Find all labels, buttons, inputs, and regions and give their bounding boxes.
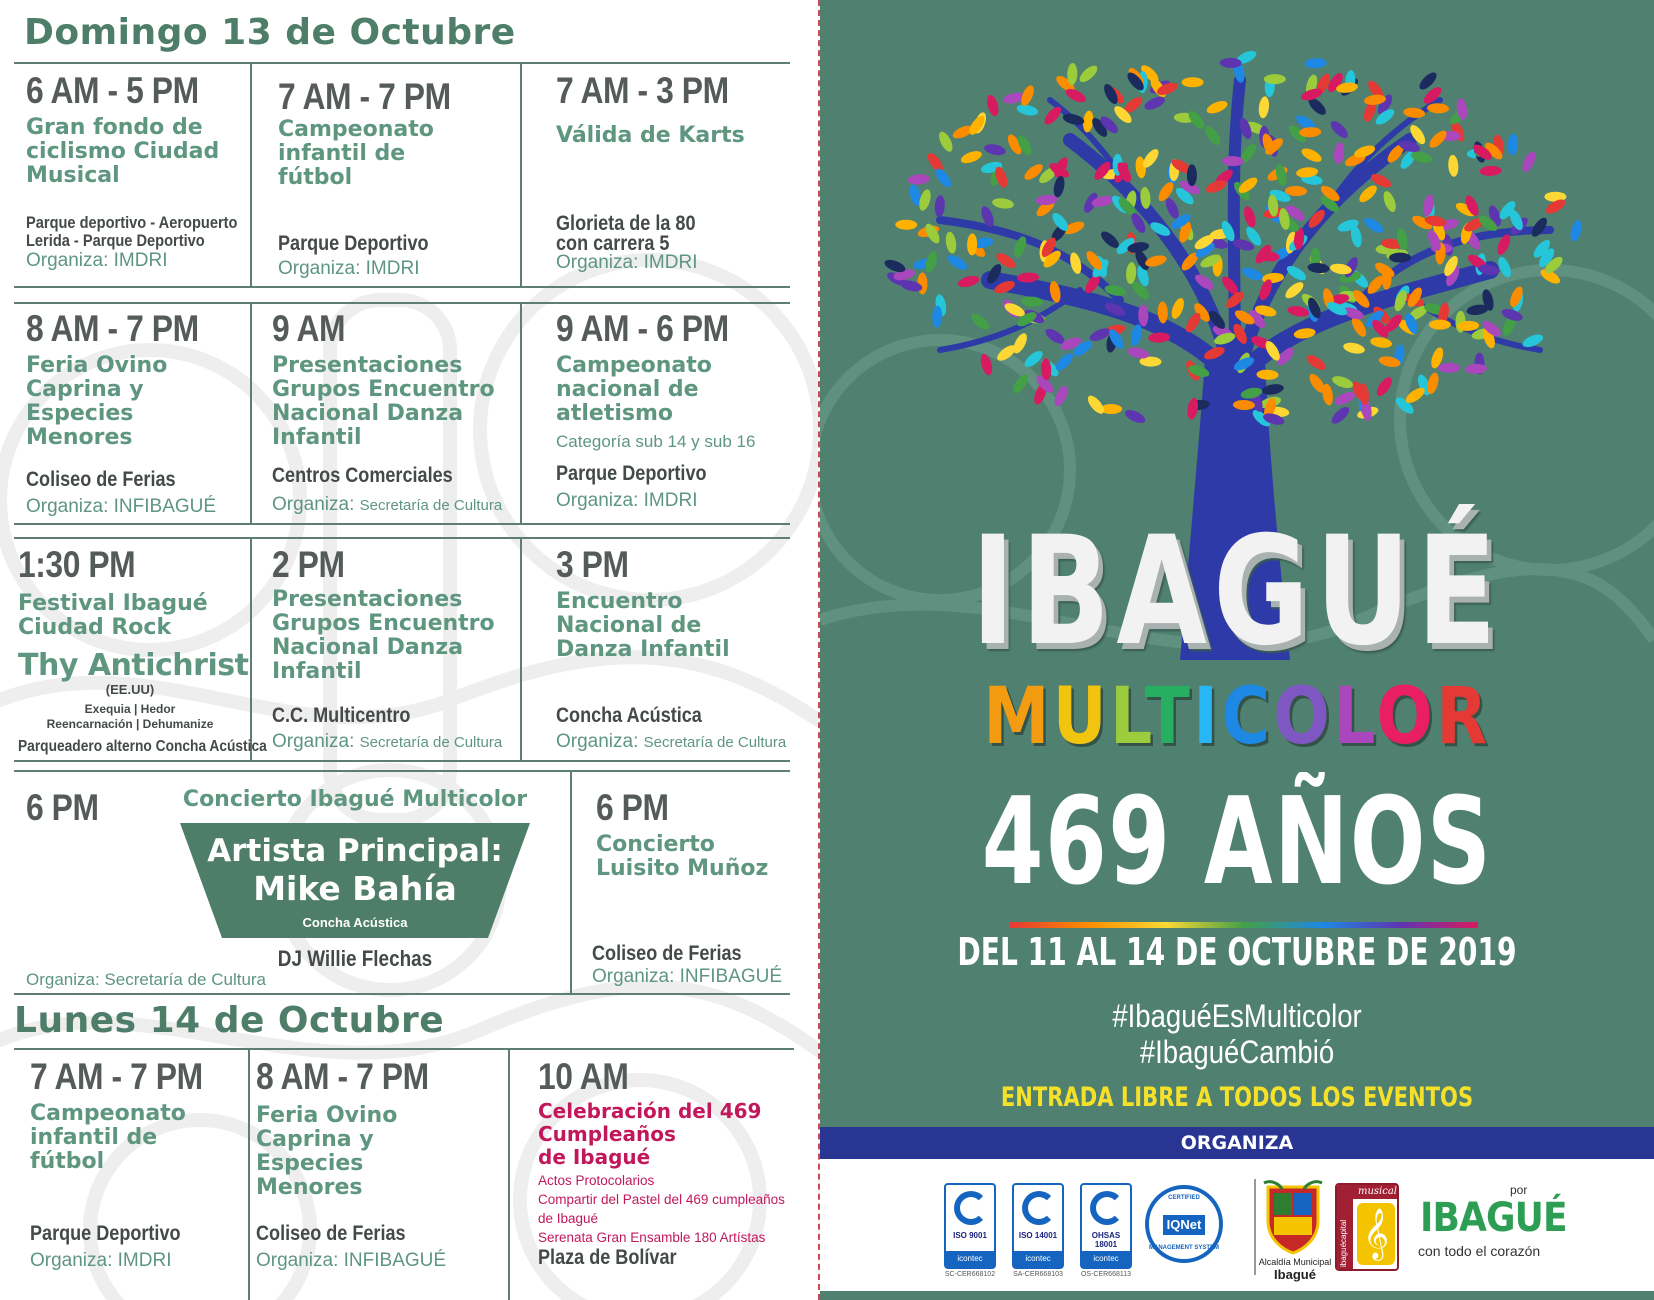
leaf bbox=[1374, 375, 1395, 399]
leaf bbox=[1520, 150, 1538, 174]
event-cell bbox=[556, 544, 730, 662]
leaf bbox=[983, 143, 1007, 157]
event-time: 8 AM - 7 PM bbox=[256, 1056, 429, 1097]
concert-venue: Concha Acústica bbox=[302, 915, 408, 930]
event-title: Gran fondo de ciclismo Ciudad Musical bbox=[26, 115, 220, 188]
event-place: Plaza de Bolívar bbox=[538, 1246, 677, 1269]
event-place: Parque deportivo - Aeropuerto Lerida - Parque Deportivo bbox=[26, 213, 238, 250]
event-organizer: Organiza: IMDRI bbox=[30, 1250, 172, 1271]
event-organizer: Organiza: IMDRI bbox=[278, 258, 420, 279]
event-cell bbox=[272, 544, 495, 684]
icontec-icon bbox=[954, 1191, 988, 1225]
festival-dates: DEL 11 AL 14 DE OCTUBRE DE 2019 bbox=[957, 930, 1517, 974]
leaf bbox=[1052, 175, 1066, 199]
event-title: Presentaciones Grupos Encuentro Nacional Danza Infantil bbox=[272, 353, 495, 450]
bottom-bar bbox=[820, 1291, 1654, 1300]
leaf bbox=[1287, 304, 1311, 318]
hashtag: #IbaguéCambió bbox=[1139, 1034, 1335, 1070]
event-time: 6 PM bbox=[26, 787, 99, 828]
leaf bbox=[1240, 265, 1264, 283]
event-place: Parqueadero alterno Concha Acústica bbox=[18, 738, 267, 755]
event-time: 6 PM bbox=[596, 787, 669, 828]
leaf bbox=[1016, 103, 1040, 118]
icontec-logo: OHSAS 18001 icontec bbox=[1080, 1183, 1132, 1269]
divider bbox=[14, 993, 790, 995]
event-title: Campeonato nacional de atletismo bbox=[556, 353, 712, 426]
event-cell bbox=[272, 308, 495, 450]
leaf bbox=[1205, 98, 1229, 116]
leaf bbox=[907, 173, 930, 185]
event-time: 3 PM bbox=[556, 544, 629, 585]
event-cell bbox=[18, 544, 208, 640]
event-place: Coliseo de Ferias bbox=[256, 1222, 406, 1245]
event-title: Feria Ovino Caprina y Especies Menores bbox=[256, 1103, 398, 1200]
event-organizer: Organiza: IMDRI bbox=[556, 490, 698, 511]
divider bbox=[14, 537, 790, 539]
leaf bbox=[1389, 253, 1411, 263]
leaf bbox=[1448, 154, 1460, 177]
divider bbox=[520, 537, 522, 760]
leaf bbox=[1329, 404, 1352, 426]
sponsor-logos: ISO 9001 icontec SC-CER668102 ISO 14001 icontec SA-CER668103 OHSAS 18001 icontec OS-CER668113 CERTIFIED IQNet MANAGEMENT SYSTEM Alcaldía Municipal Ibagué musical ibaguécapital 𝄞 por IBAGUÉ con todo el corazón bbox=[820, 1159, 1654, 1300]
leaf bbox=[1123, 407, 1147, 425]
free-entry-notice: ENTRADA LIBRE A TODOS LOS EVENTOS bbox=[1000, 1082, 1474, 1113]
leaf bbox=[1202, 124, 1223, 148]
event-time: 8 AM - 7 PM bbox=[26, 308, 199, 349]
event-time: 2 PM bbox=[272, 544, 345, 585]
event-time: 10 AM bbox=[538, 1056, 629, 1097]
leaf bbox=[1369, 336, 1392, 349]
leaf bbox=[1035, 194, 1058, 206]
leaf bbox=[936, 130, 955, 154]
divider bbox=[14, 770, 790, 772]
divider bbox=[14, 760, 790, 762]
leaf bbox=[1085, 393, 1107, 416]
leaf bbox=[1242, 205, 1258, 229]
leaf bbox=[1274, 163, 1288, 187]
leaf bbox=[957, 274, 981, 289]
divider bbox=[14, 302, 790, 304]
event-title: Válida de Karts bbox=[556, 123, 745, 148]
leaf bbox=[985, 94, 1001, 118]
anniversary-years: 469 AÑOS bbox=[981, 773, 1493, 912]
event-title: Festival Ibagué Ciudad Rock bbox=[18, 591, 208, 640]
poster-title: IBAGUÉ bbox=[971, 505, 1503, 679]
icontec-icon bbox=[1022, 1191, 1056, 1225]
event-organizer: Organiza: IMDRI bbox=[556, 252, 698, 273]
event-title: Celebración del 469 Cumpleaños de Ibagué bbox=[538, 1099, 762, 1169]
leaf bbox=[1429, 320, 1451, 330]
leaf bbox=[1438, 363, 1460, 373]
divider bbox=[14, 62, 790, 64]
divider bbox=[14, 523, 790, 525]
leaf bbox=[946, 252, 970, 272]
divider bbox=[14, 286, 790, 288]
iqnet-logo: CERTIFIED IQNet MANAGEMENT SYSTEM bbox=[1145, 1185, 1223, 1263]
event-organizer: Organiza: Secretaría de Cultura bbox=[26, 970, 267, 989]
event-title: Campeonato infantil de fútbol bbox=[278, 117, 434, 190]
event-organizer: Organiza: INFIBAGUÉ bbox=[592, 966, 783, 987]
event-place: Concha Acústica bbox=[556, 704, 702, 727]
leaf bbox=[1264, 74, 1286, 84]
capital-musical-logo: musical ibaguécapital 𝄞 bbox=[1335, 1183, 1399, 1271]
event-place: Coliseo de Ferias bbox=[592, 942, 742, 965]
leaf bbox=[1187, 164, 1197, 186]
event-time: 7 AM - 7 PM bbox=[30, 1056, 203, 1097]
artist-name: Mike Bahía bbox=[253, 869, 457, 908]
day-title-domingo: Domingo 13 de Octubre bbox=[24, 12, 516, 53]
event-time: 7 AM - 3 PM bbox=[556, 70, 729, 111]
event-cell bbox=[26, 70, 227, 188]
event-organizer: Organiza: INFIBAGUÉ bbox=[26, 496, 217, 517]
leaf bbox=[1258, 96, 1271, 119]
event-organizer: Organiza: Secretaría de Cultura bbox=[556, 731, 787, 752]
leaf bbox=[1169, 296, 1186, 320]
leaf bbox=[944, 231, 957, 254]
leaf bbox=[1304, 352, 1328, 373]
leaf bbox=[1342, 341, 1366, 355]
poster-panel bbox=[820, 0, 1654, 1300]
divider bbox=[508, 1048, 510, 1300]
event-cell bbox=[556, 70, 757, 148]
event-title: Presentaciones Grupos Encuentro Nacional Danza Infantil bbox=[272, 587, 495, 684]
event-organizer: Organiza: Secretaría de Cultura bbox=[272, 731, 503, 752]
leaf bbox=[1077, 63, 1100, 85]
divider bbox=[14, 1048, 794, 1050]
leaf bbox=[959, 149, 983, 166]
leaf bbox=[1333, 389, 1357, 407]
rainbow-divider bbox=[1010, 922, 1478, 928]
concert-title: Concierto Ibagué Multicolor bbox=[182, 787, 528, 812]
event-title: Campeonato infantil de fútbol bbox=[30, 1101, 186, 1174]
event-cell bbox=[556, 308, 757, 452]
divider bbox=[570, 770, 572, 993]
event-time: 1:30 PM bbox=[18, 544, 136, 585]
por-ibague-logo: IBAGUÉ bbox=[1420, 1195, 1567, 1241]
leaf bbox=[1331, 374, 1355, 391]
leaf bbox=[1568, 219, 1583, 243]
event-organizer: Organiza: INFIBAGUÉ bbox=[256, 1250, 447, 1271]
leaf bbox=[1362, 215, 1386, 235]
headliner-name: Thy Antichrist bbox=[18, 648, 249, 683]
event-title: Feria Ovino Caprina y Especies Menores bbox=[26, 353, 168, 450]
event-cell bbox=[596, 787, 768, 881]
dj-name: DJ Willie Flechas bbox=[277, 946, 433, 971]
leaf bbox=[1305, 58, 1327, 69]
leaf bbox=[934, 195, 946, 218]
event-time: 9 AM - 6 PM bbox=[556, 308, 729, 349]
headliner-country: (EE.UU) bbox=[105, 682, 155, 697]
event-cell bbox=[256, 1056, 457, 1200]
divider bbox=[520, 302, 522, 523]
treble-clef-icon: 𝄞 bbox=[1357, 1203, 1395, 1265]
leaf bbox=[991, 197, 1014, 210]
leaf bbox=[1507, 133, 1518, 155]
divider bbox=[520, 62, 522, 286]
leaf bbox=[968, 311, 991, 333]
divider bbox=[250, 537, 252, 760]
event-organizer: Organiza: Secretaría de Cultura bbox=[272, 494, 503, 515]
leaf bbox=[1125, 262, 1137, 285]
icontec-logo: ISO 14001 icontec bbox=[1012, 1183, 1064, 1269]
icontec-icon bbox=[1090, 1191, 1124, 1225]
event-cell bbox=[26, 308, 227, 450]
leaf bbox=[1479, 165, 1501, 176]
event-organizer: Organiza: IMDRI bbox=[26, 250, 168, 271]
divider bbox=[250, 302, 252, 523]
event-place: Parque Deportivo bbox=[30, 1222, 181, 1245]
organiza-bar: ORGANIZA bbox=[820, 1127, 1654, 1159]
event-place: Coliseo de Ferias bbox=[26, 468, 176, 491]
event-place: Parque Deportivo bbox=[556, 462, 707, 485]
event-place: Centros Comerciales bbox=[272, 464, 453, 487]
event-place: Glorieta de la 80 con carrera 5 bbox=[556, 212, 696, 255]
leaf bbox=[1163, 196, 1181, 220]
event-details: Actos Protocolarios Compartir del Pastel del 469 cumpleaños de Ibagué Serenata Gran Ensamble 180 Artístas bbox=[538, 1173, 785, 1245]
schedule-panel bbox=[0, 0, 818, 1300]
artist-label: Artista Principal: bbox=[207, 833, 503, 869]
divider bbox=[248, 1048, 250, 1300]
event-time: 6 AM - 5 PM bbox=[26, 70, 199, 111]
event-note: Categoría sub 14 y sub 16 bbox=[556, 432, 756, 451]
leaf bbox=[1300, 146, 1324, 165]
day-title-lunes: Lunes 14 de Octubre bbox=[14, 1000, 445, 1041]
leaf bbox=[1333, 142, 1345, 165]
event-cell bbox=[278, 76, 479, 190]
supporting-bands: Exequia | Hedor Reencarnación | Dehumanize bbox=[46, 702, 214, 731]
event-title: Concierto Luisito Muñoz bbox=[596, 832, 769, 881]
event-cell bbox=[30, 1056, 231, 1174]
icontec-logo: ISO 9001 icontec bbox=[944, 1183, 996, 1269]
leaf bbox=[1182, 77, 1204, 87]
leaf bbox=[1328, 118, 1351, 141]
event-place: Parque Deportivo bbox=[278, 232, 429, 255]
event-cell bbox=[538, 1056, 785, 1247]
leaf bbox=[895, 220, 917, 230]
divider bbox=[250, 62, 252, 286]
coat-of-arms-icon bbox=[1260, 1179, 1326, 1255]
event-place: C.C. Multicentro bbox=[272, 704, 411, 727]
event-title: Encuentro Nacional de Danza Infantil bbox=[556, 589, 730, 662]
leaf bbox=[1307, 262, 1330, 274]
event-time: 9 AM bbox=[272, 308, 346, 349]
hashtag: #IbaguéEsMulticolor bbox=[1112, 998, 1362, 1034]
event-time: 7 AM - 7 PM bbox=[278, 76, 451, 117]
poster-subtitle: MULTICOLOR bbox=[983, 672, 1491, 762]
leaf bbox=[1381, 190, 1398, 214]
